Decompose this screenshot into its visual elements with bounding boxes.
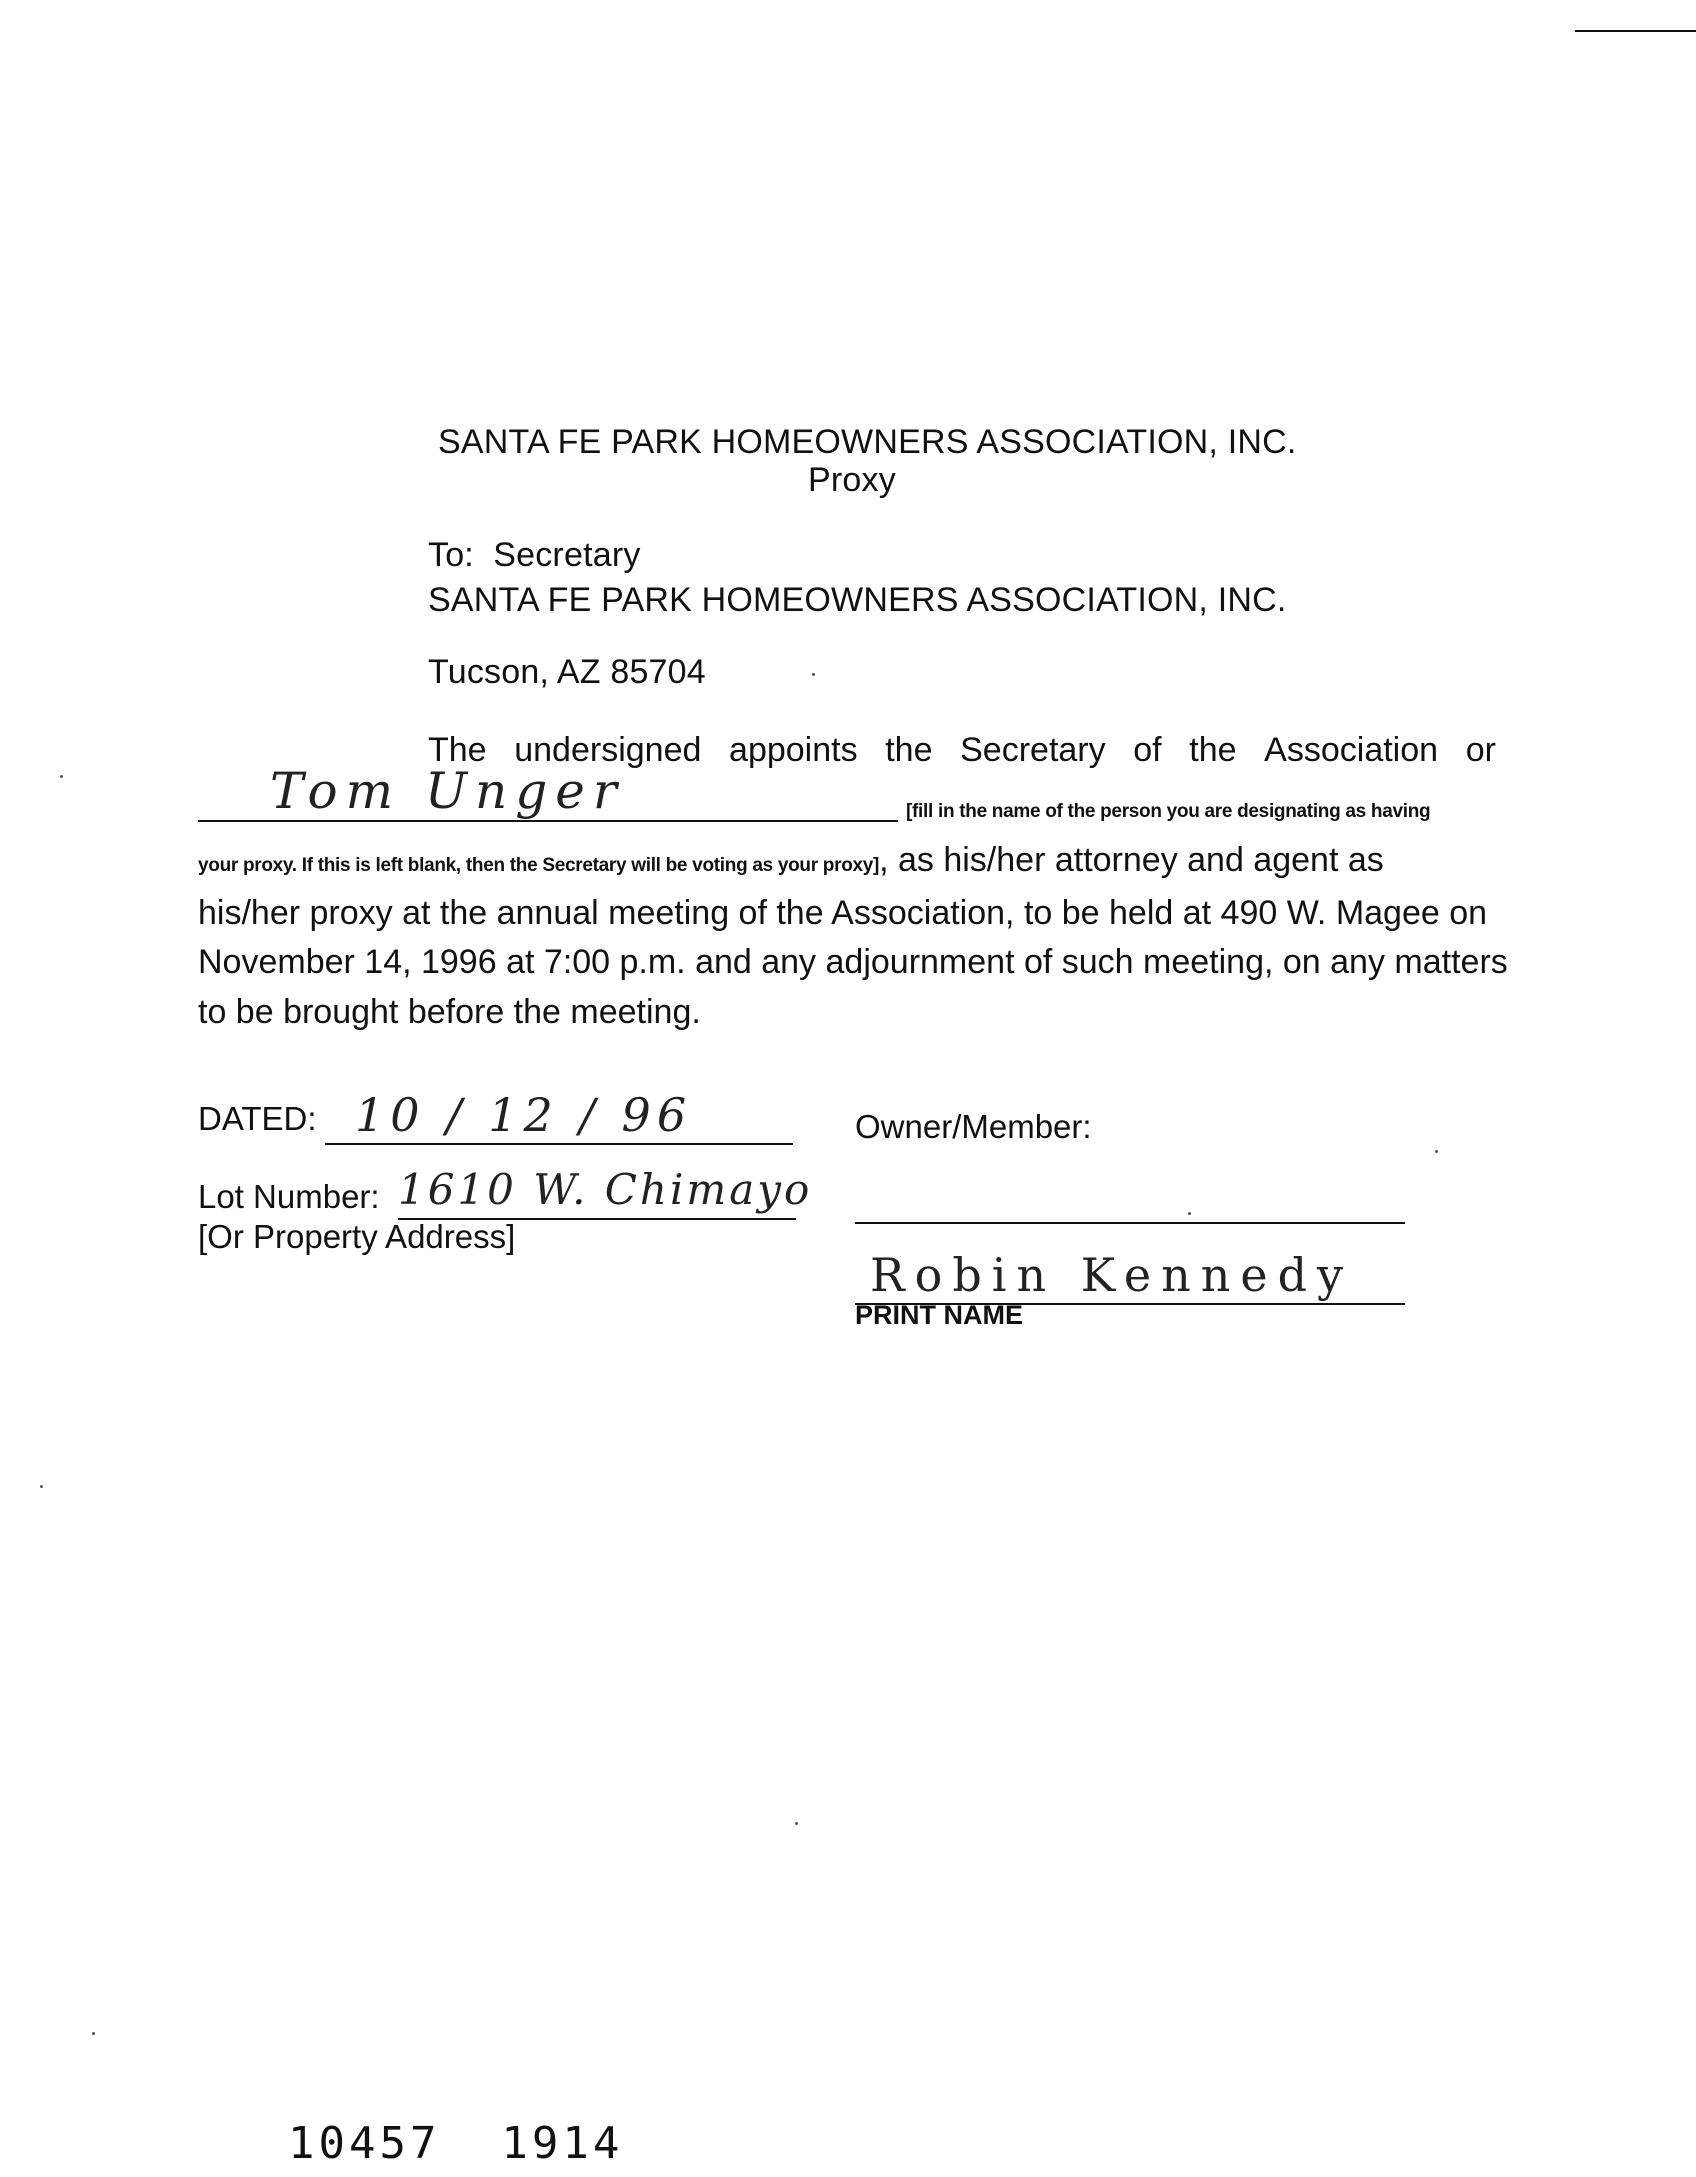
header-org-name: SANTA FE PARK HOMEOWNERS ASSOCIATION, INC.	[438, 423, 1297, 461]
lot-number-value: 1610 W. Chimayo	[398, 1165, 813, 1214]
designee-underline	[198, 820, 898, 822]
scan-edge-mark	[1575, 30, 1696, 32]
fill-instruction-1: [fill in the name of the person you are designating as having	[906, 801, 1431, 822]
body-line-6: to be brought before the meeting.	[198, 993, 701, 1031]
print-name-label: PRINT NAME	[855, 1300, 1023, 1330]
scan-speck	[1435, 1150, 1438, 1153]
owner-member-label: Owner/Member:	[855, 1108, 1092, 1145]
lot-number-label: Lot Number:	[198, 1178, 380, 1215]
document-number: 10457 1914	[288, 2118, 624, 2169]
body-line-3-tail: , as his/her attorney and agent as	[879, 841, 1384, 879]
dated-label: DATED:	[198, 1100, 317, 1137]
scan-speck	[40, 1485, 43, 1488]
body-word: or	[1465, 731, 1496, 769]
address-org-line: SANTA FE PARK HOMEOWNERS ASSOCIATION, INC.	[428, 581, 1287, 619]
lot-number-sublabel: [Or Property Address]	[198, 1218, 516, 1255]
scan-speck	[812, 673, 815, 676]
dated-underline	[325, 1143, 793, 1145]
body-line-4: his/her proxy at the annual meeting of the Association, to be held at 490 W. Magee on	[198, 894, 1488, 932]
dated-value: 10 / 12 / 96	[355, 1088, 693, 1142]
scan-speck	[795, 1822, 798, 1825]
header-doc-title: Proxy	[808, 461, 896, 499]
address-city-line: Tucson, AZ 85704	[428, 653, 706, 691]
body-word: of	[1133, 731, 1162, 769]
body-word: undersigned	[514, 731, 702, 769]
fill-instruction-2: your proxy. If this is left blank, then the Secretary will be voting as your proxy]	[198, 855, 880, 876]
print-name-value: Robin Kennedy	[870, 1248, 1353, 1302]
scan-speck	[1188, 1212, 1191, 1215]
body-word: Secretary	[960, 731, 1106, 769]
body-word: appoints	[729, 731, 858, 769]
body-line-5: November 14, 1996 at 7:00 p.m. and any adjournment of such meeting, on any matters	[198, 943, 1508, 981]
body-word: the	[1189, 731, 1237, 769]
designee-handwritten: Tom Unger	[270, 762, 625, 820]
owner-signature-line	[855, 1222, 1405, 1224]
body-word: the	[885, 731, 933, 769]
address-to-line: To: Secretary	[428, 536, 641, 574]
body-word: The	[428, 731, 487, 769]
scan-speck	[60, 775, 63, 778]
scan-speck	[92, 2032, 95, 2035]
body-word: Association	[1264, 731, 1439, 769]
body-line-3	[198, 840, 1384, 880]
